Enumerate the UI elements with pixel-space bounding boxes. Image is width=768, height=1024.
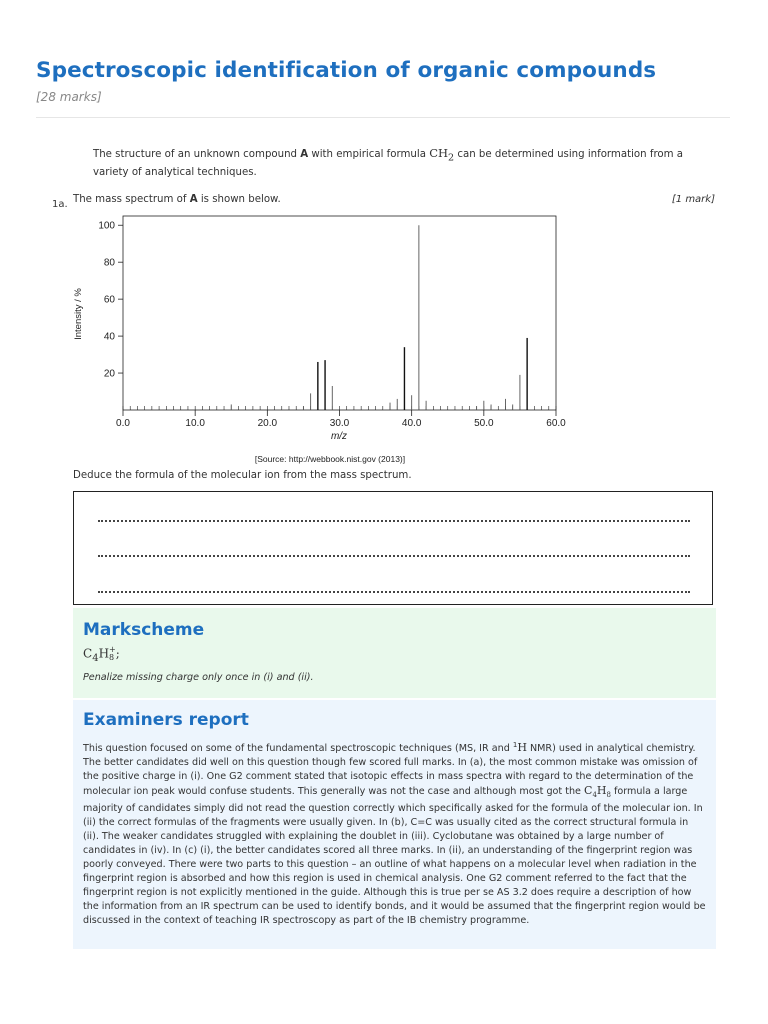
- y-tick-label: 80: [103, 257, 115, 269]
- markscheme-panel: [73, 608, 716, 698]
- examiners-report-text: This question focused on some of the fundamental spectroscopic techniques (MS, IR and $^1$H NMR) used in analytical chemistry. The better candidates did well on this question though few scored full marks. In (a), the most common mistake was omission of the positive charge in (i). One G2 comment stated that isotopic effects in mass spectra with regard to the determination of the molecular ion peak would confuse students. This generally was not the case and although most got the $C_4H_8$ formula a large majority of candidates simply did not read the question correctly which specifically asked for the formula of the molecular ion. In (ii) the correct formulas of the fragments were usually given. In (b), C=C was usually cited as the correct structural formula in (ii). The weaker candidates struggled with explaining the doublet in (iii). Cyclobutane was obtained by a large number of candidates in (iv). In (c) (i), the better candidates scored all three marks. In (ii), an understanding of the fingerprint region was poorly conveyed. There were two parts to this question – an outline of what happens on a molecular level when radiation in the fingerprint region is absorbed and how this region is used in chemical analysis. One G2 comment referred to the fact that the fingerprint region is not explicitly mentioned in the guide. Although this is true per se AS 3.2 does require a description of how the information from an IR spectrum can be used to identify bonds, and it would be assumed that the fingerprint region would be discussed in the context of teaching IR spectroscopy as part of the IB chemistry programme.: [83, 741, 706, 927]
- intro-compound-label: A: [300, 149, 309, 160]
- empirical-formula: $CH_2$: [429, 146, 455, 164]
- x-tick-label: 50.0: [474, 418, 494, 429]
- y-axis-label: Intensity / %: [73, 288, 84, 340]
- answer-box[interactable]: [73, 491, 713, 605]
- intro-text-2: with empirical formula: [308, 149, 430, 160]
- y-axis-ticks: [98, 221, 123, 380]
- header-divider: [36, 117, 730, 118]
- x-tick-label: 60.0: [546, 418, 566, 429]
- question-marks: [1 mark]: [671, 194, 715, 205]
- chart-source: [Source: http://webbook.nist.gov (2013)]: [254, 454, 406, 464]
- markscheme-heading: Markscheme: [83, 620, 205, 640]
- question-text: The mass spectrum of A is shown below.: [73, 194, 281, 205]
- page-title: Spectroscopic identification of organic compounds: [36, 58, 657, 83]
- markscheme-note: Penalize missing charge only once in (i) and (ii).: [83, 671, 314, 683]
- total-marks: [28 marks]: [36, 90, 102, 104]
- x-tick-label: 20.0: [257, 418, 278, 429]
- answer-line-3[interactable]: [98, 591, 690, 593]
- intro-text-1: The structure of an unknown compound: [93, 149, 301, 160]
- plot-area-frame: [123, 216, 556, 410]
- x-tick-label: 10.0: [185, 418, 205, 429]
- mass-spectrum-chart: [70, 212, 580, 468]
- answer-line-2[interactable]: [98, 555, 690, 557]
- x-axis-ticks: [116, 410, 566, 429]
- answer-line-1[interactable]: [98, 520, 690, 522]
- examiners-report-heading: Examiners report: [83, 710, 249, 730]
- intro-text-3: can be determined using information from a variety of analytical techniques.: [93, 149, 684, 178]
- y-tick-label: 40: [103, 331, 115, 343]
- x-axis-label: m/z: [330, 431, 348, 442]
- x-tick-label: 40.0: [401, 418, 422, 429]
- question-number: 1a.: [52, 199, 68, 210]
- y-tick-label: 100: [98, 220, 115, 232]
- question-instruction: Deduce the formula of the molecular ion from the mass spectrum.: [73, 470, 412, 481]
- markscheme-answer: $C_4H$ + 8 ;: [83, 645, 120, 664]
- x-tick-label: 0.0: [116, 418, 130, 429]
- spectrum-peaks: [231, 225, 527, 410]
- y-tick-label: 60: [103, 294, 115, 306]
- x-tick-label: 30.0: [329, 418, 350, 429]
- examiners-report-panel: [73, 700, 716, 949]
- y-tick-label: 20: [103, 368, 115, 380]
- question-intro: [93, 146, 708, 180]
